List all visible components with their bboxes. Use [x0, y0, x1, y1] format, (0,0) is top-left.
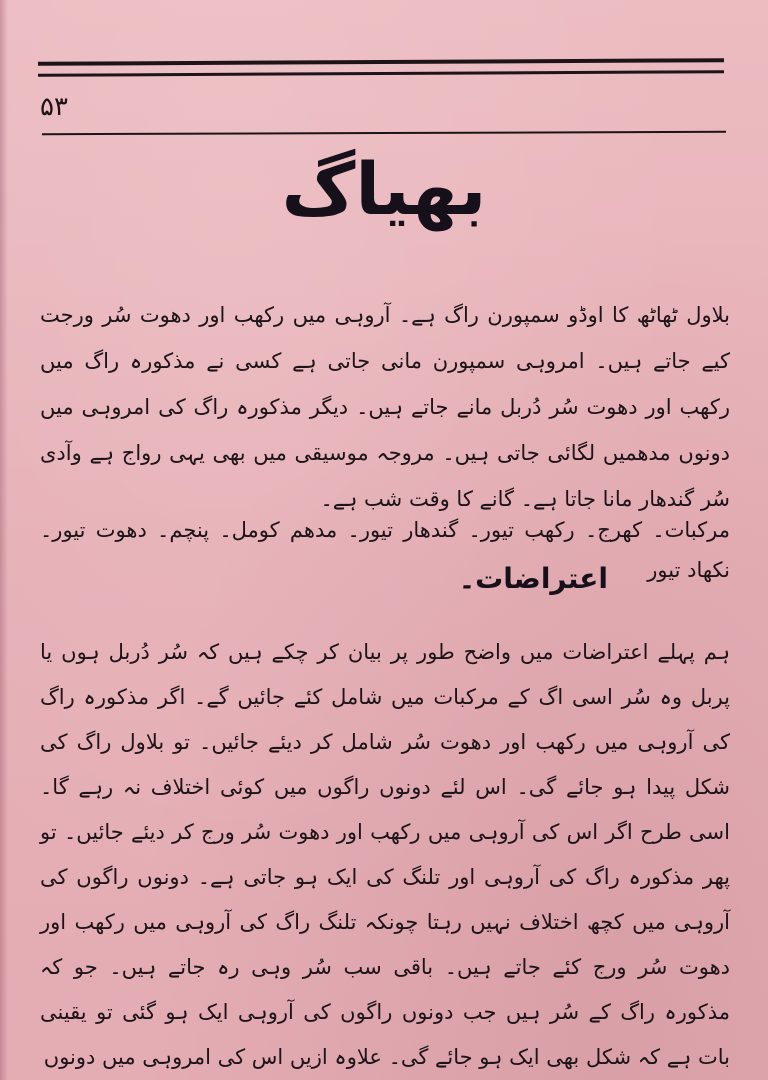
header-rule-second: [38, 70, 724, 77]
body-paragraph-3: ہم پہلے اعتراضات میں واضح طور پر بیان کر چکے ہیں کہ سُر دُربل ہوں یا پربل وہ سُر اسی اگ کے مرکبات میں شامل کئے جائیں گے۔ اگر مذکورہ راگ کی آروہی میں رکھب اور دھوت سُر شامل کر دیئے جائیں۔ تو بلاول راگ کی شکل پیدا ہو جائے گی۔ اس لئے دونوں راگوں میں کوئی اختلاف نہ رہے گا۔ اسی طرح اگر اس کی آروہی میں رکھب اور دھوت سُر ورج کر دیئے جائیں۔ تو پھر مذکورہ راگ کی آروہی اور تلنگ کی ایک ہو جاتی ہے۔ دونوں راگوں کی آروہی میں کچھ اختلاف نہیں رہتا چونکہ تلنگ راگ کی آروہی میں رکھب اور دھوت سُر ورج کئے جاتے ہیں۔ باقی سب سُر وہی رہ جاتے ہیں۔ جو کہ مذکورہ راگ کے سُر ہیں جب دونوں راگوں کی آروہی ایک ہو گئی تو یقینی بات ہے کہ شکل بھی ایک ہو جائے گی۔ علاوہ ازیں اس کی امروہی میں دونوں: [40, 640, 730, 1069]
body-paragraph-1: بلاول ٹھاٹھ کا اوڈو سمپورن راگ ہے۔ آروہی میں رکھب اور دھوت سُر ورجت کیے جاتے ہیں۔ امروہی سمپورن مانی جاتی ہے کسی نے مذکورہ راگ میں رکھب اور دھوت سُر دُربل مانے جاتے ہیں۔ دیگر مذکورہ راگ کی امروہی میں دونوں مدھمیں لگائی جاتی ہیں۔ مروجہ موسیقی میں بھی یہی رواج ہے وآدی سُر گندھار مانا جاتا ہے۔ گانے کا وقت شب ہے۔: [40, 303, 730, 511]
page-number: ۵۳: [40, 92, 68, 122]
body-paragraph-2: مرکبات۔ کھرج۔ رکھب تیور۔ گندھار تیور۔ مدھم کومل۔ پنچم۔ دھوت تیور۔ نکھاد تیور: [40, 518, 730, 582]
header-rule-thin: [42, 131, 726, 135]
page-title: بھیاگ: [281, 147, 487, 231]
header-rule-thick: [38, 58, 724, 66]
section-heading: اعتراضات۔: [458, 562, 608, 595]
